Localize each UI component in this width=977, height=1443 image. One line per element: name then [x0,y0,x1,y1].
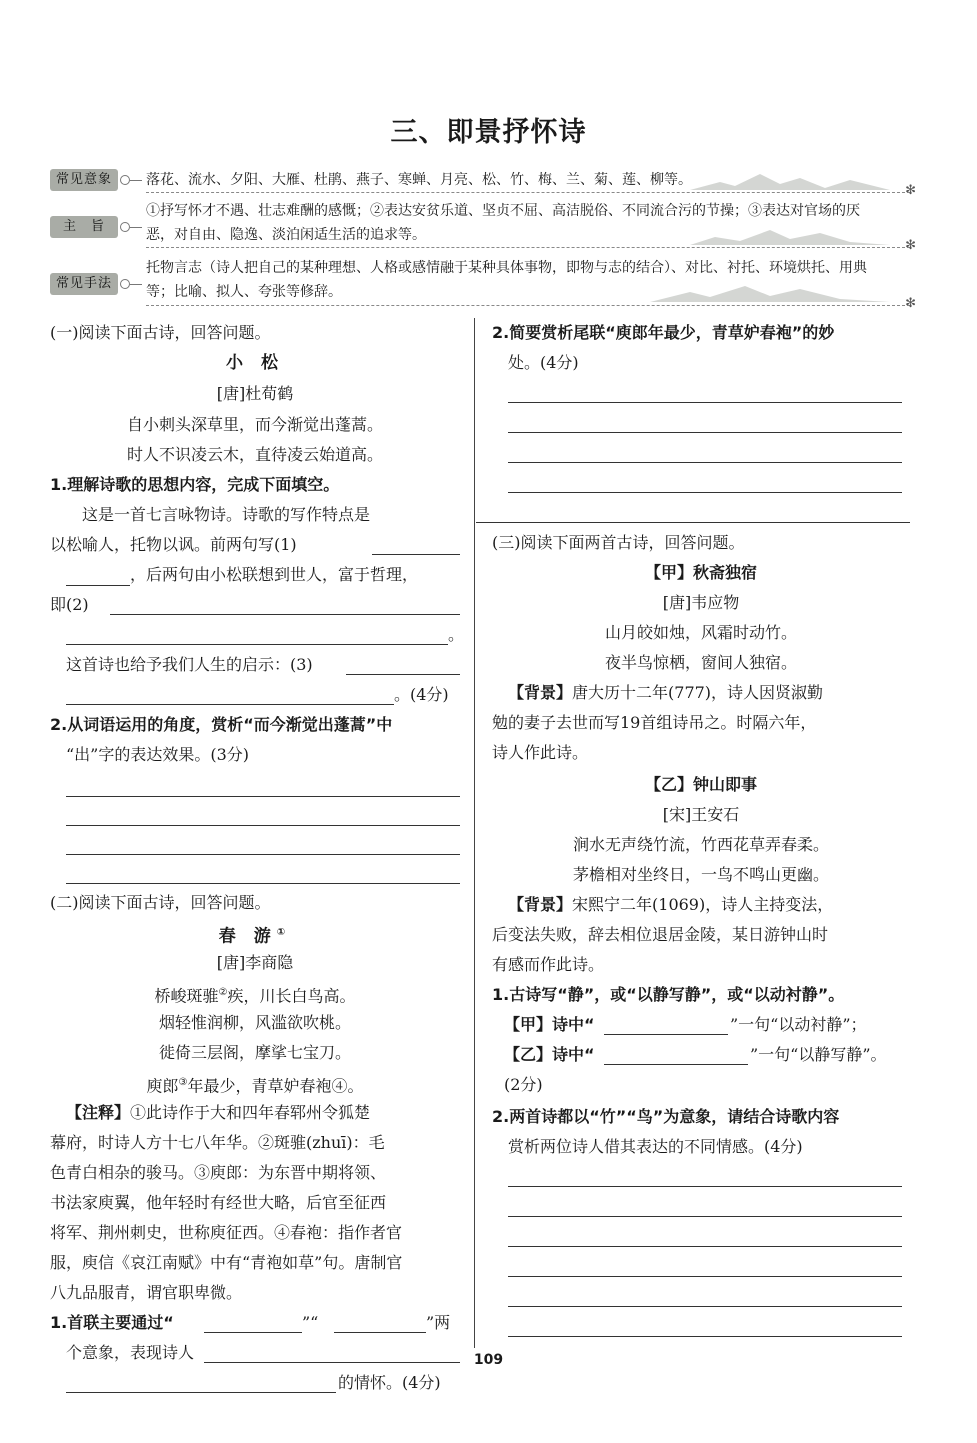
poem-author: [唐]韦应物 [662,593,740,612]
question-text: (2分) [504,1075,543,1094]
answer-line[interactable] [66,883,460,884]
question-text: 【乙】诗中“ [504,1045,595,1064]
star-icon: ✻ [905,238,916,253]
info-text-imagery: 落花、流水、夕阳、大雁、杜鹃、燕子、寒蝉、月亮、松、竹、梅、兰、菊、莲、柳等。 [146,172,692,188]
tag-common-imagery: 常见意象 [50,169,118,191]
section-2-heading: (二)阅读下面古诗，回答问题。 [50,893,271,912]
poem-author: [唐]李商隐 [216,953,294,972]
answer-blank-2-cont[interactable] [66,644,448,645]
question-text: 即(2) [50,595,89,614]
question-text: 【甲】诗中“ [504,1015,595,1034]
poem-title-chunyou: 春 游① [218,926,292,947]
poem-title-qiuzhai: 【甲】秋斋独宿 [644,563,757,582]
question-text: 这是一首七言咏物诗。诗歌的写作特点是 [82,505,371,524]
column-divider [474,318,475,1348]
question-text: 的情怀。(4分) [338,1373,441,1392]
answer-line[interactable] [508,492,902,493]
question-text: 。 [448,625,465,644]
answer-blank-3[interactable] [346,674,460,675]
annotation-text: 将军、荆州刺史，世称庾征西。④春袍：指作者官 [50,1223,403,1242]
info-row-imagery [50,168,916,198]
answer-blank-2[interactable] [110,614,460,615]
question-text: 这首诗也给予我们人生的启示：(3) [66,655,313,674]
annotation-text: 色青白相杂的骏马。③庾郎：为东晋中期将领、 [50,1163,387,1182]
background-text: 诗人作此诗。 [492,743,589,762]
question-text: ”两 [426,1313,451,1332]
poem-author: [唐]杜荀鹤 [216,384,294,403]
annotation-text: 书法家庾翼，他年轻时有经世大略，后官至征西 [50,1193,387,1212]
poem-author: [宋]王安石 [662,805,740,824]
background-text: 勉的妻子去世而写19首组诗吊之。时隔六年， [492,713,817,732]
answer-line[interactable] [66,796,460,797]
answer-line[interactable] [508,402,902,403]
question-text: 以松喻人，托物以讽。前两句写(1) [50,535,297,554]
dashed-separator [146,247,910,248]
star-icon: ✻ [905,296,916,311]
answer-line[interactable] [508,432,902,433]
poem-line: 时人不识凌云木，直待凌云始道高。 [126,445,383,464]
annotation-text: 八九品服青，谓官职卑微。 [50,1283,243,1302]
dashed-separator [146,305,910,306]
answer-line[interactable] [66,854,460,855]
question-text: 。(4分) [394,685,449,704]
mountain-decoration-icon [690,227,890,247]
answer-line[interactable] [508,1186,902,1187]
tag-connector-line [130,284,142,285]
answer-blank-jia[interactable] [604,1034,728,1035]
poem-line: 庾郎③年最少，青草妒春袍④。 [146,1076,364,1096]
star-icon: ✻ [905,183,916,198]
poem-line: 山月皎如烛，风霜时动竹。 [604,623,797,642]
poem-title-xiaosong: 小 松 [226,353,284,373]
answer-line[interactable] [508,1306,902,1307]
question-text: ”“ [302,1313,319,1332]
tag-connector-icon [120,279,130,289]
answer-blank-image-1[interactable] [204,1332,302,1333]
question-text: ，后两句由小松联想到世人，富于哲理， [130,565,419,584]
poem-title-zhongshan: 【乙】钟山即事 [644,775,757,794]
answer-blank-feeling-cont[interactable] [66,1392,336,1393]
answer-blank-3-cont[interactable] [66,704,394,705]
question-4-heading: 2.简要赏析尾联“庾郎年最少，青草妒春袍”的妙 [492,323,835,342]
question-text: ”一句“以动衬静”； [730,1015,867,1034]
answer-blank-1[interactable] [372,554,460,555]
answer-blank-1-cont[interactable] [66,585,130,586]
tag-connector-icon [120,175,130,185]
mountain-decoration-icon [650,284,890,304]
tag-connector-line [130,227,142,228]
background-text: 后变法失败，辞去相位退居金陵，某日游钟山时 [492,925,829,944]
info-text-technique: 托物言志（诗人把自己的某种理想、人格或感情融于某种具体事物，即物与志的结合）、对比、衬托、环境烘托、用典 等；比喻、拟人、夸张等修辞。 [146,260,867,300]
answer-line[interactable] [508,1246,902,1247]
poem-line: 夜半鸟惊栖，窗间人独宿。 [604,653,797,672]
answer-line[interactable] [508,1216,902,1217]
info-row-theme [50,199,916,253]
question-text: 赏析两位诗人借其表达的不同情感。(4分) [508,1137,803,1156]
annotation-text: 幕府，时诗人方十七八年华。②斑骓(zhuī)：毛 [50,1133,385,1152]
info-row-technique [50,256,916,311]
question-2-heading: 2.从词语运用的角度，赏析“而今渐觉出蓬蒿”中 [50,715,393,734]
tag-common-technique: 常见手法 [50,273,118,295]
question-text: ”一句“以静写静”。 [750,1045,887,1064]
page-number: 109 [473,1352,504,1368]
background-text: 有感而作此诗。 [492,955,605,974]
answer-blank-yi[interactable] [604,1064,748,1065]
poem-line: 徙倚三层阁，摩挲七宝刀。 [158,1043,351,1062]
question-text: 处。(4分) [508,353,579,372]
poem-line: 茅檐相对坐终日，一鸟不鸣山更幽。 [572,865,829,884]
section-separator [476,522,910,523]
dashed-separator [146,192,910,193]
tag-connector-icon [120,222,130,232]
poem-line: 桥峻斑骓②疾，川长白鸟高。 [154,986,356,1006]
tag-connector-line [130,180,142,181]
answer-line[interactable] [508,462,902,463]
answer-blank-image-2[interactable] [334,1332,426,1333]
annotation-text: 服，庾信《哀江南赋》中有“青袍如草”句。唐制官 [50,1253,403,1272]
mountain-decoration-icon [690,170,890,192]
poem-line: 自小刺头深草里，而今渐觉出蓬蒿。 [126,415,383,434]
background-text: 【背景】宋熙宁二年(1069)，诗人主持变法， [508,895,834,914]
question-3-heading: 1.首联主要通过“ [50,1313,174,1332]
poem-line: 烟轻惟润柳，风滥欲吹桃。 [158,1013,351,1032]
info-text-theme: ①抒写怀才不遇、壮志难酬的感慨；②表达安贫乐道、坚贞不屈、高洁脱俗、不同流合污的节操；③表达对官场的厌 恶，对自由、隐逸、淡泊闲适生活的追求等。 [146,203,860,243]
annotation-text: 【注释】①此诗作于大和四年春郓州令狐楚 [66,1103,371,1122]
question-5-heading: 1.古诗写“静”，或“以静写静”，或“以动衬静”。 [492,985,845,1004]
answer-line[interactable] [508,1336,902,1337]
poem-line: 涧水无声绕竹流，竹西花草弄春柔。 [572,835,829,854]
question-1-heading: 1.理解诗歌的思想内容，完成下面填空。 [50,475,340,494]
question-6-heading: 2.两首诗都以“竹”“鸟”为意象，请结合诗歌内容 [492,1107,840,1126]
question-text: “出”字的表达效果。(3分) [66,745,250,764]
section-1-heading: (一)阅读下面古诗，回答问题。 [50,323,271,342]
background-text: 【背景】唐大历十二年(777)，诗人因贤淑勤 [508,683,824,702]
answer-line[interactable] [508,1276,902,1277]
answer-line[interactable] [66,825,460,826]
page-title: 三、即景抒怀诗 [390,117,587,148]
tag-theme: 主 旨 [50,216,118,238]
question-text: 个意象，表现诗人 [66,1343,195,1362]
section-3-heading: (三)阅读下面两首古诗，回答问题。 [492,533,745,552]
